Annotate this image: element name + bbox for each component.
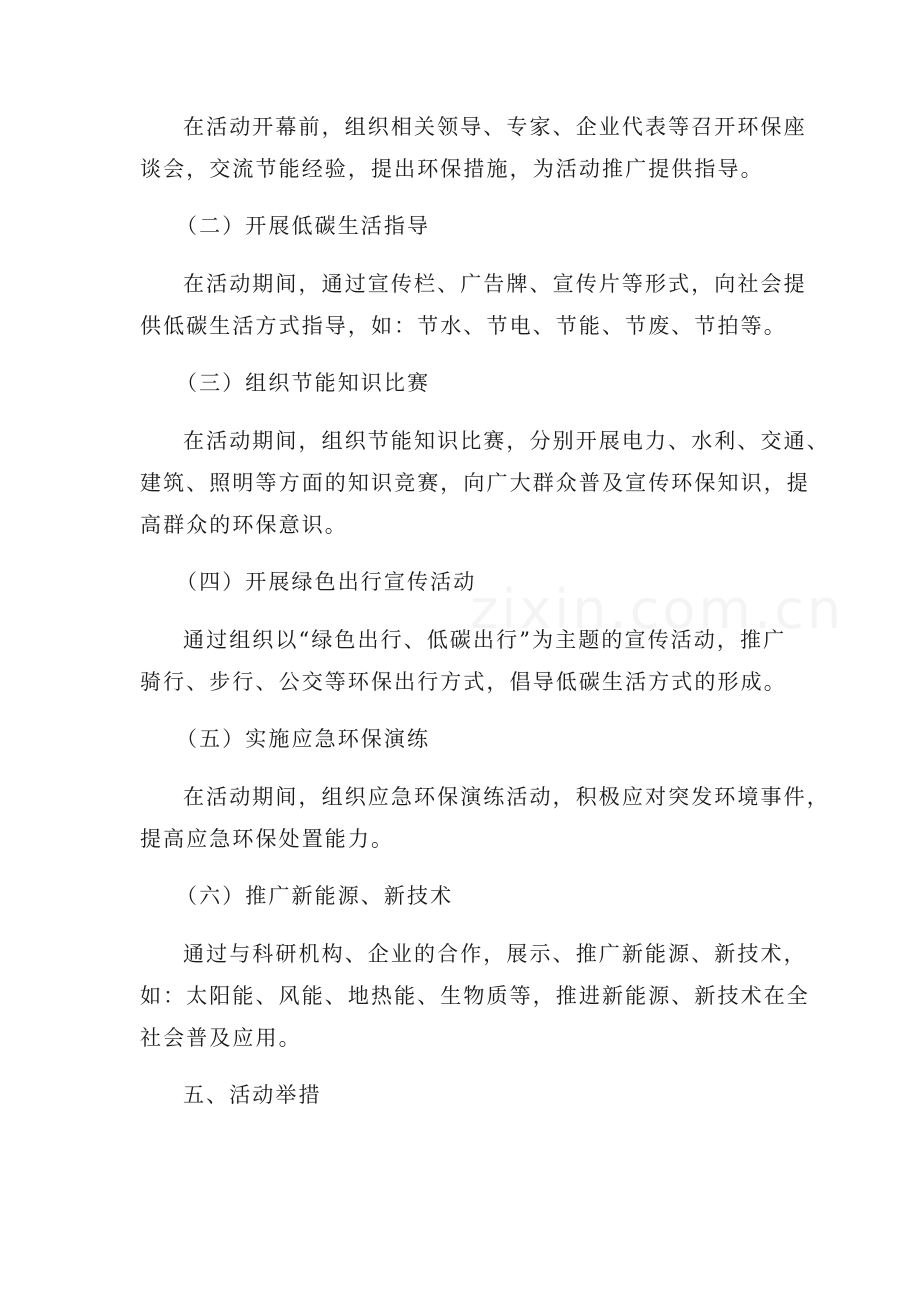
paragraph-line: 社会普及应用。 (140, 1026, 302, 1050)
section-heading: （六）推广新能源、新技术 (176, 884, 454, 908)
paragraph-line: 通过与科研机构、企业的合作，展示、推广新能源、新技术， (183, 942, 807, 966)
section-heading: （三）组织节能知识比赛 (176, 371, 431, 395)
section-heading: 五、活动举措 (183, 1083, 322, 1107)
section-heading: （二）开展低碳生活指导 (176, 214, 431, 238)
paragraph-line: 建筑、照明等方面的知识竞赛，向广大群众普及宣传环保知识，提 (140, 471, 810, 495)
paragraph-line: 谈会，交流节能经验，提出环保措施，为活动推广提供指导。 (140, 157, 764, 181)
paragraph-line: 在活动期间，组织节能知识比赛，分别开展电力、水利、交通、 (183, 429, 830, 453)
section-heading: （五）实施应急环保演练 (176, 727, 431, 751)
paragraph-line: 供低碳生活方式指导，如：节水、节电、节能、节废、节拍等。 (140, 314, 787, 338)
section-heading: （四）开展绿色出行宣传活动 (176, 570, 477, 594)
paragraph-line: 骑行、步行、公交等环保出行方式，倡导低碳生活方式的形成。 (140, 670, 787, 694)
paragraph-line: 通过组织以“绿色出行、低碳出行”为主题的宣传活动，推广 (183, 628, 787, 652)
paragraph-line: 在活动期间，组织应急环保演练活动，积极应对突发环境事件， (183, 785, 830, 809)
paragraph-line: 如：太阳能、风能、地热能、生物质等，推进新能源、新技术在全 (140, 984, 810, 1008)
paragraph-line: 在活动期间，通过宣传栏、广告牌、宣传片等形式，向社会提 (183, 272, 807, 296)
paragraph-line: 高群众的环保意识。 (140, 513, 348, 537)
paragraph-line: 提高应急环保处置能力。 (140, 827, 395, 851)
paragraph-line: 在活动开幕前，组织相关领导、专家、企业代表等召开环保座 (183, 115, 807, 139)
